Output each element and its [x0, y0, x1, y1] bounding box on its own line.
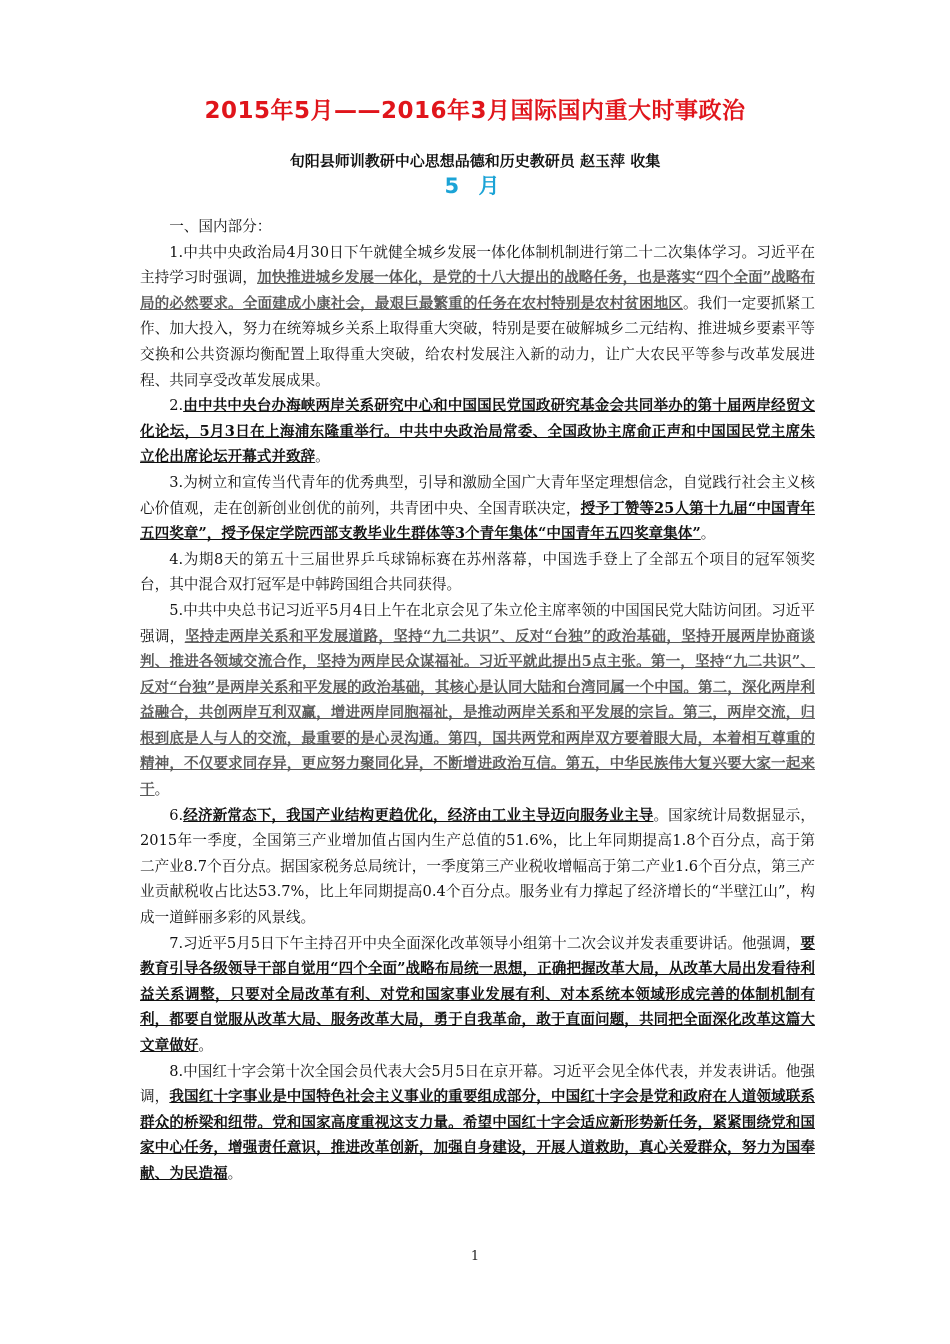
item-text-tail: 。 [198, 1037, 213, 1054]
item-text: 8.中国红十字会第十次全国会员代表大会5月5日在京开幕。习近平会见全体代表，并发表讲话。他强调， [140, 1062, 815, 1106]
item-highlight: 由中共中央台办海峡两岸关系研究中心和中国国民党国政研究基金会共同举办的第十届两岸经贸文化论坛，5月3日在上海浦东隆重举行。中共中央政治局常委、全国政协主席俞正声和中国国民党主席朱立伦出席论坛开幕式并致辞 [140, 397, 815, 466]
item-text: 7.习近平5月5日下午主持召开中央全面深化改革领导小组第十二次会议并发表重要讲话。他强调， [169, 934, 801, 952]
news-item-6 [140, 803, 815, 931]
section-heading: 一、国内部分： [169, 218, 272, 235]
month-heading: 5 月 [444, 174, 506, 198]
item-text-tail: 。 [700, 525, 716, 543]
item-highlight: 加快推进城乡发展一体化，是党的十八大提出的战略任务，也是落实“四个全面”战略布局的必然要求。全面建成小康社会，最艰巨最繁重的任务在农村特别是农村贫困地区 [140, 269, 815, 312]
page-title: 2015年5月——2016年3月国际国内重大时事政治 [204, 98, 746, 124]
item-highlight: 经济新常态下，我国产业结构更趋优化，经济由工业主导迈向服务业主导 [183, 806, 654, 824]
item-text: 5.中共中央总书记习近平5月4日上午在北京会见了朱立伦主席率领的中国国民党大陆访问团。习近平强调， [140, 601, 815, 645]
news-item-4 [140, 547, 815, 598]
item-text-tail: 。国家统计局数据显示，2015年一季度，全国第三产业增加值占国内生产总值的51.6%，比上年同期提高1.8个百分点，高于第二产业8.7个百分点。据国家税务总局统计，一季度第三产业税收增幅高于第二产业1.6个百分点，第三产业贡献税收占比达53.7%，比上年同期提高0.4个百分点。服务业有力撑起了经济增长的“半壁江山”，构成一道鲜丽多彩的风景线。 [140, 806, 815, 927]
item-text: 1.中共中央政治局4月30日下午就健全城乡发展一体化体制机制进行第二十二次集体学习。习近平在主持学习时强调， [140, 243, 815, 287]
item-text-tail: 。 [154, 781, 170, 799]
document-body [140, 214, 815, 1187]
news-item-8 [140, 1059, 815, 1187]
item-text: 6. [169, 806, 184, 824]
item-text: 2. [169, 397, 184, 415]
item-highlight: 要教育引导各级领导干部自觉用“四个全面”战略布局统一思想，正确把握改革大局，从改革大局出发看待利益关系调整，只要对全局改革有利、对党和国家事业发展有利、对本系统本领域形成完善的体制机制有利，都要自觉服从改革大局、服务改革大局，勇于自我革命，敢于直面问题，共同把全面深化改革这篇大文章做好 [140, 934, 815, 1054]
news-item-3 [140, 470, 815, 547]
news-item-2 [140, 393, 815, 470]
news-item-5 [140, 598, 815, 803]
item-text-tail: 。我们一定要抓紧工作、加大投入，努力在统筹城乡关系上取得重大突破，特别是要在破解城乡二元结构、推进城乡要素平等交换和公共资源均衡配置上取得重大突破，给农村发展注入新的动力，让广大农民平等参与改革发展进程、共同享受改革发展成果。 [140, 294, 815, 389]
item-text: 4.为期8天的第五十三届世界乒乓球锦标赛在苏州落幕，中国选手登上了全部五个项目的冠军领奖台，其中混合双打冠军是中韩跨国组合共同获得。 [140, 550, 815, 594]
author-byline: 旬阳县师训教研中心思想品德和历史教研员 赵玉萍 收集 [289, 152, 661, 170]
item-highlight: 坚持走两岸关系和平发展道路，坚持“九二共识”、反对“台独”的政治基础，坚持开展两岸协商谈判、推进各领域交流合作，坚持为两岸民众谋福祉。习近平就此提出5点主张。第一，坚持“九二共识”、反对“台独”是两岸关系和平发展的政治基础，其核心是认同大陆和台湾同属一个中国。第二，深化两岸利益融合，共创两岸互利双赢，增进两岸同胞福祉，是推动两岸关系和平发展的宗旨。第三，两岸交流，归根到底是人与人的交流，最重要的是心灵沟通。第四，国共两党和两岸双方要着眼大局，本着相互尊重的精神，不仅要求同存异，更应努力聚同化异，不断增进政治互信。第五，中华民族伟大复兴要大家一起来干 [140, 627, 815, 799]
item-text: 3.为树立和宣传当代青年的优秀典型，引导和激励全国广大青年坚定理想信念，自觉践行社会主义核心价值观，走在创新创业创优的前列，共青团中央、全国青联决定， [140, 473, 815, 517]
item-text-tail: 。 [315, 448, 330, 466]
item-text-tail: 。 [227, 1164, 243, 1182]
news-item-1 [140, 240, 815, 394]
page-number: 1 [470, 1249, 480, 1264]
item-highlight: 授予丁赞等25人第十九届“中国青年五四奖章”，授予保定学院西部支教毕业生群体等3个青年集体“中国青年五四奖章集体” [140, 499, 815, 543]
item-highlight: 我国红十字事业是中国特色社会主义事业的重要组成部分，中国红十字会是党和政府在人道领域联系群众的桥梁和纽带。党和国家高度重视这支力量。希望中国红十字会适应新形势新任务，紧紧围绕党和国家中心任务，增强责任意识，推进改革创新，加强自身建设，开展人道救助，真心关爱群众，努力为国奉献、为民造福 [140, 1088, 815, 1182]
news-item-7 [140, 931, 815, 1059]
